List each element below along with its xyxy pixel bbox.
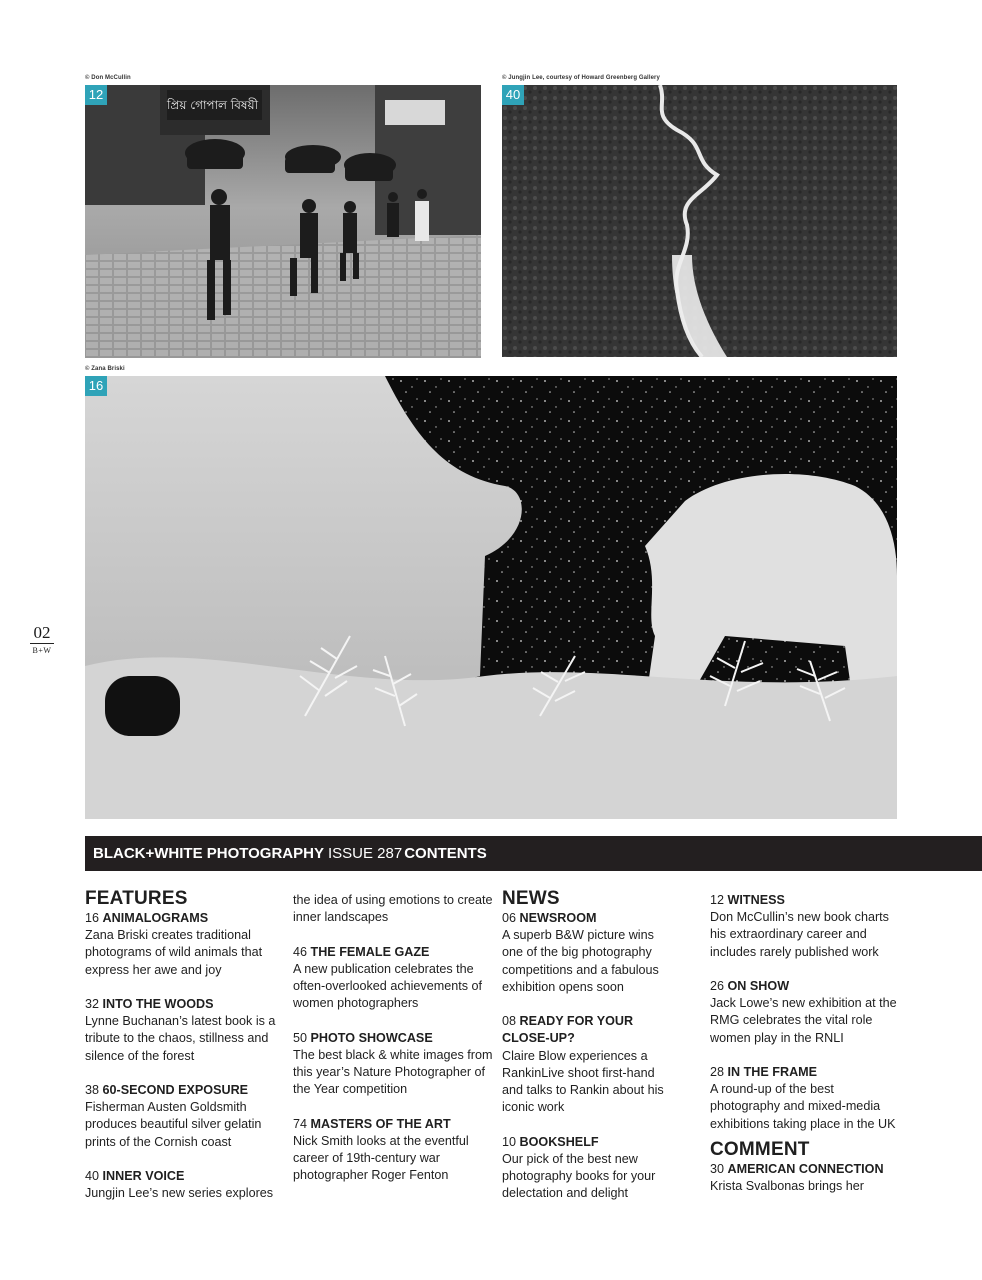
item-desc: The best black & white images from this year’s Nature Photographer of the Year competition — [293, 1047, 493, 1097]
contents-item[interactable] — [85, 1168, 285, 1202]
item-desc: Claire Blow experiences a RankinLive shoot first-hand and talks to Rankin about his iconic work — [502, 1048, 664, 1115]
item-title: WITNESS — [727, 893, 785, 907]
page-folio — [30, 624, 54, 655]
magazine-mark: B+W — [32, 646, 52, 655]
item-page: 46 — [293, 944, 308, 959]
contents-item[interactable] — [293, 1030, 493, 1099]
item-desc: Krista Svalbonas brings her — [710, 1179, 865, 1194]
item-title: INTO THE WOODS — [102, 997, 214, 1011]
item-page: 10 — [502, 1134, 517, 1149]
photo-credit-lee: © Jungjin Lee, courtesy of Howard Greenberg Gallery — [502, 75, 660, 81]
item-title: INNER VOICE — [102, 1169, 185, 1183]
photo-credit-mccullin: © Don McCullin — [85, 75, 131, 81]
item-page: 06 — [502, 911, 517, 925]
item-page: 12 — [710, 893, 725, 907]
item-title: THE FEMALE GAZE — [310, 944, 430, 959]
item-page: 08 — [502, 1014, 517, 1029]
section-heading: COMMENT — [710, 1138, 810, 1160]
photo-street-porters — [85, 85, 481, 358]
contents-item[interactable] — [293, 1116, 493, 1185]
item-page: 26 — [710, 979, 725, 993]
item-desc: A new publication celebrates the often-overlooked achievements of women photographers — [293, 961, 483, 1011]
contents-item[interactable] — [293, 944, 493, 1013]
photo-winding-path — [502, 85, 897, 357]
contents-col-news — [502, 888, 672, 1220]
item-page: 16 — [85, 911, 100, 925]
item-page: 38 — [85, 1083, 100, 1097]
item-desc: A superb B&W picture wins one of the big photography competitions and a fabulous exhibition opens soon — [502, 928, 659, 994]
contents-item[interactable] — [502, 910, 672, 996]
section-heading: FEATURES — [85, 888, 188, 909]
photo-animalogram — [85, 376, 897, 819]
item-desc: Jack Lowe’s new exhibition at the RMG celebrates the vital role women play in the RNLI — [710, 996, 897, 1045]
item-page: 28 — [710, 1065, 725, 1079]
magazine-title: BLACK+WHITE PHOTOGRAPHY — [93, 845, 324, 862]
page-badge: 16 — [85, 376, 107, 396]
contents-item[interactable] — [710, 1161, 905, 1195]
item-desc: Nick Smith looks at the eventful career of 19th-century war photographer Roger Fenton — [293, 1133, 469, 1183]
photo-credit-briski: © Zana Briski — [85, 366, 125, 372]
contents-item[interactable] — [85, 910, 285, 979]
contents-item[interactable] — [85, 996, 285, 1065]
item-desc: A round-up of the best photography and mixed-media exhibitions taking place in the UK — [710, 1082, 896, 1131]
contents-item[interactable] — [710, 1064, 905, 1133]
item-title: PHOTO SHOWCASE — [310, 1030, 433, 1045]
contents-col-regulars — [710, 892, 905, 1212]
item-page: 30 — [710, 1161, 725, 1176]
item-title: READY FOR YOUR CLOSE-UP? — [502, 1014, 634, 1046]
item-desc: Fisherman Austen Goldsmith produces beautiful silver gelatin prints of the Cornish coast — [85, 1100, 262, 1149]
item-title: IN THE FRAME — [727, 1065, 818, 1079]
item-title: AMERICAN CONNECTION — [727, 1161, 884, 1176]
section-heading: NEWS — [502, 888, 560, 909]
item-desc-continued: the idea of using emotions to create inner landscapes — [293, 893, 493, 925]
contents-item[interactable] — [502, 1134, 672, 1203]
item-title: ANIMALOGRAMS — [102, 911, 209, 925]
item-title: BOOKSHELF — [519, 1134, 599, 1149]
item-page: 74 — [293, 1116, 308, 1131]
contents-col-features-cont — [293, 892, 493, 1202]
item-page: 32 — [85, 997, 100, 1011]
item-page: 40 — [85, 1169, 100, 1183]
contents-col-features — [85, 888, 285, 1220]
page-badge: 40 — [502, 85, 524, 105]
item-desc: Zana Briski creates traditional photograms of wild animals that express her awe and joy — [85, 928, 263, 977]
item-title: NEWSROOM — [519, 911, 597, 925]
contents-item[interactable] — [710, 892, 905, 961]
contents-item[interactable] — [85, 1082, 285, 1151]
page-badge: 12 — [85, 85, 107, 105]
page-number: 02 — [30, 624, 54, 644]
item-title: ON SHOW — [727, 979, 790, 993]
contents-item[interactable] — [710, 978, 905, 1047]
issue-number: ISSUE 287 — [327, 845, 403, 862]
item-page: 50 — [293, 1030, 308, 1045]
item-title: MASTERS OF THE ART — [310, 1116, 451, 1131]
contents-banner — [85, 836, 982, 871]
contents-item[interactable] — [502, 1013, 672, 1116]
item-desc: Jungjin Lee’s new series explores — [85, 1186, 274, 1201]
shop-sign: প্রিয় গোপাল বিষয়ী — [166, 98, 259, 112]
item-desc: Lynne Buchanan’s latest book is a tribute to the chaos, stillness and silence of the forest — [85, 1014, 276, 1063]
item-desc: Our pick of the best new photography books for your delectation and delight — [502, 1151, 656, 1201]
section-title: CONTENTS — [404, 845, 487, 862]
item-title: 60-SECOND EXPOSURE — [102, 1083, 249, 1097]
item-desc: Don McCullin’s new book charts his extraordinary career and includes rarely published work — [710, 910, 889, 959]
